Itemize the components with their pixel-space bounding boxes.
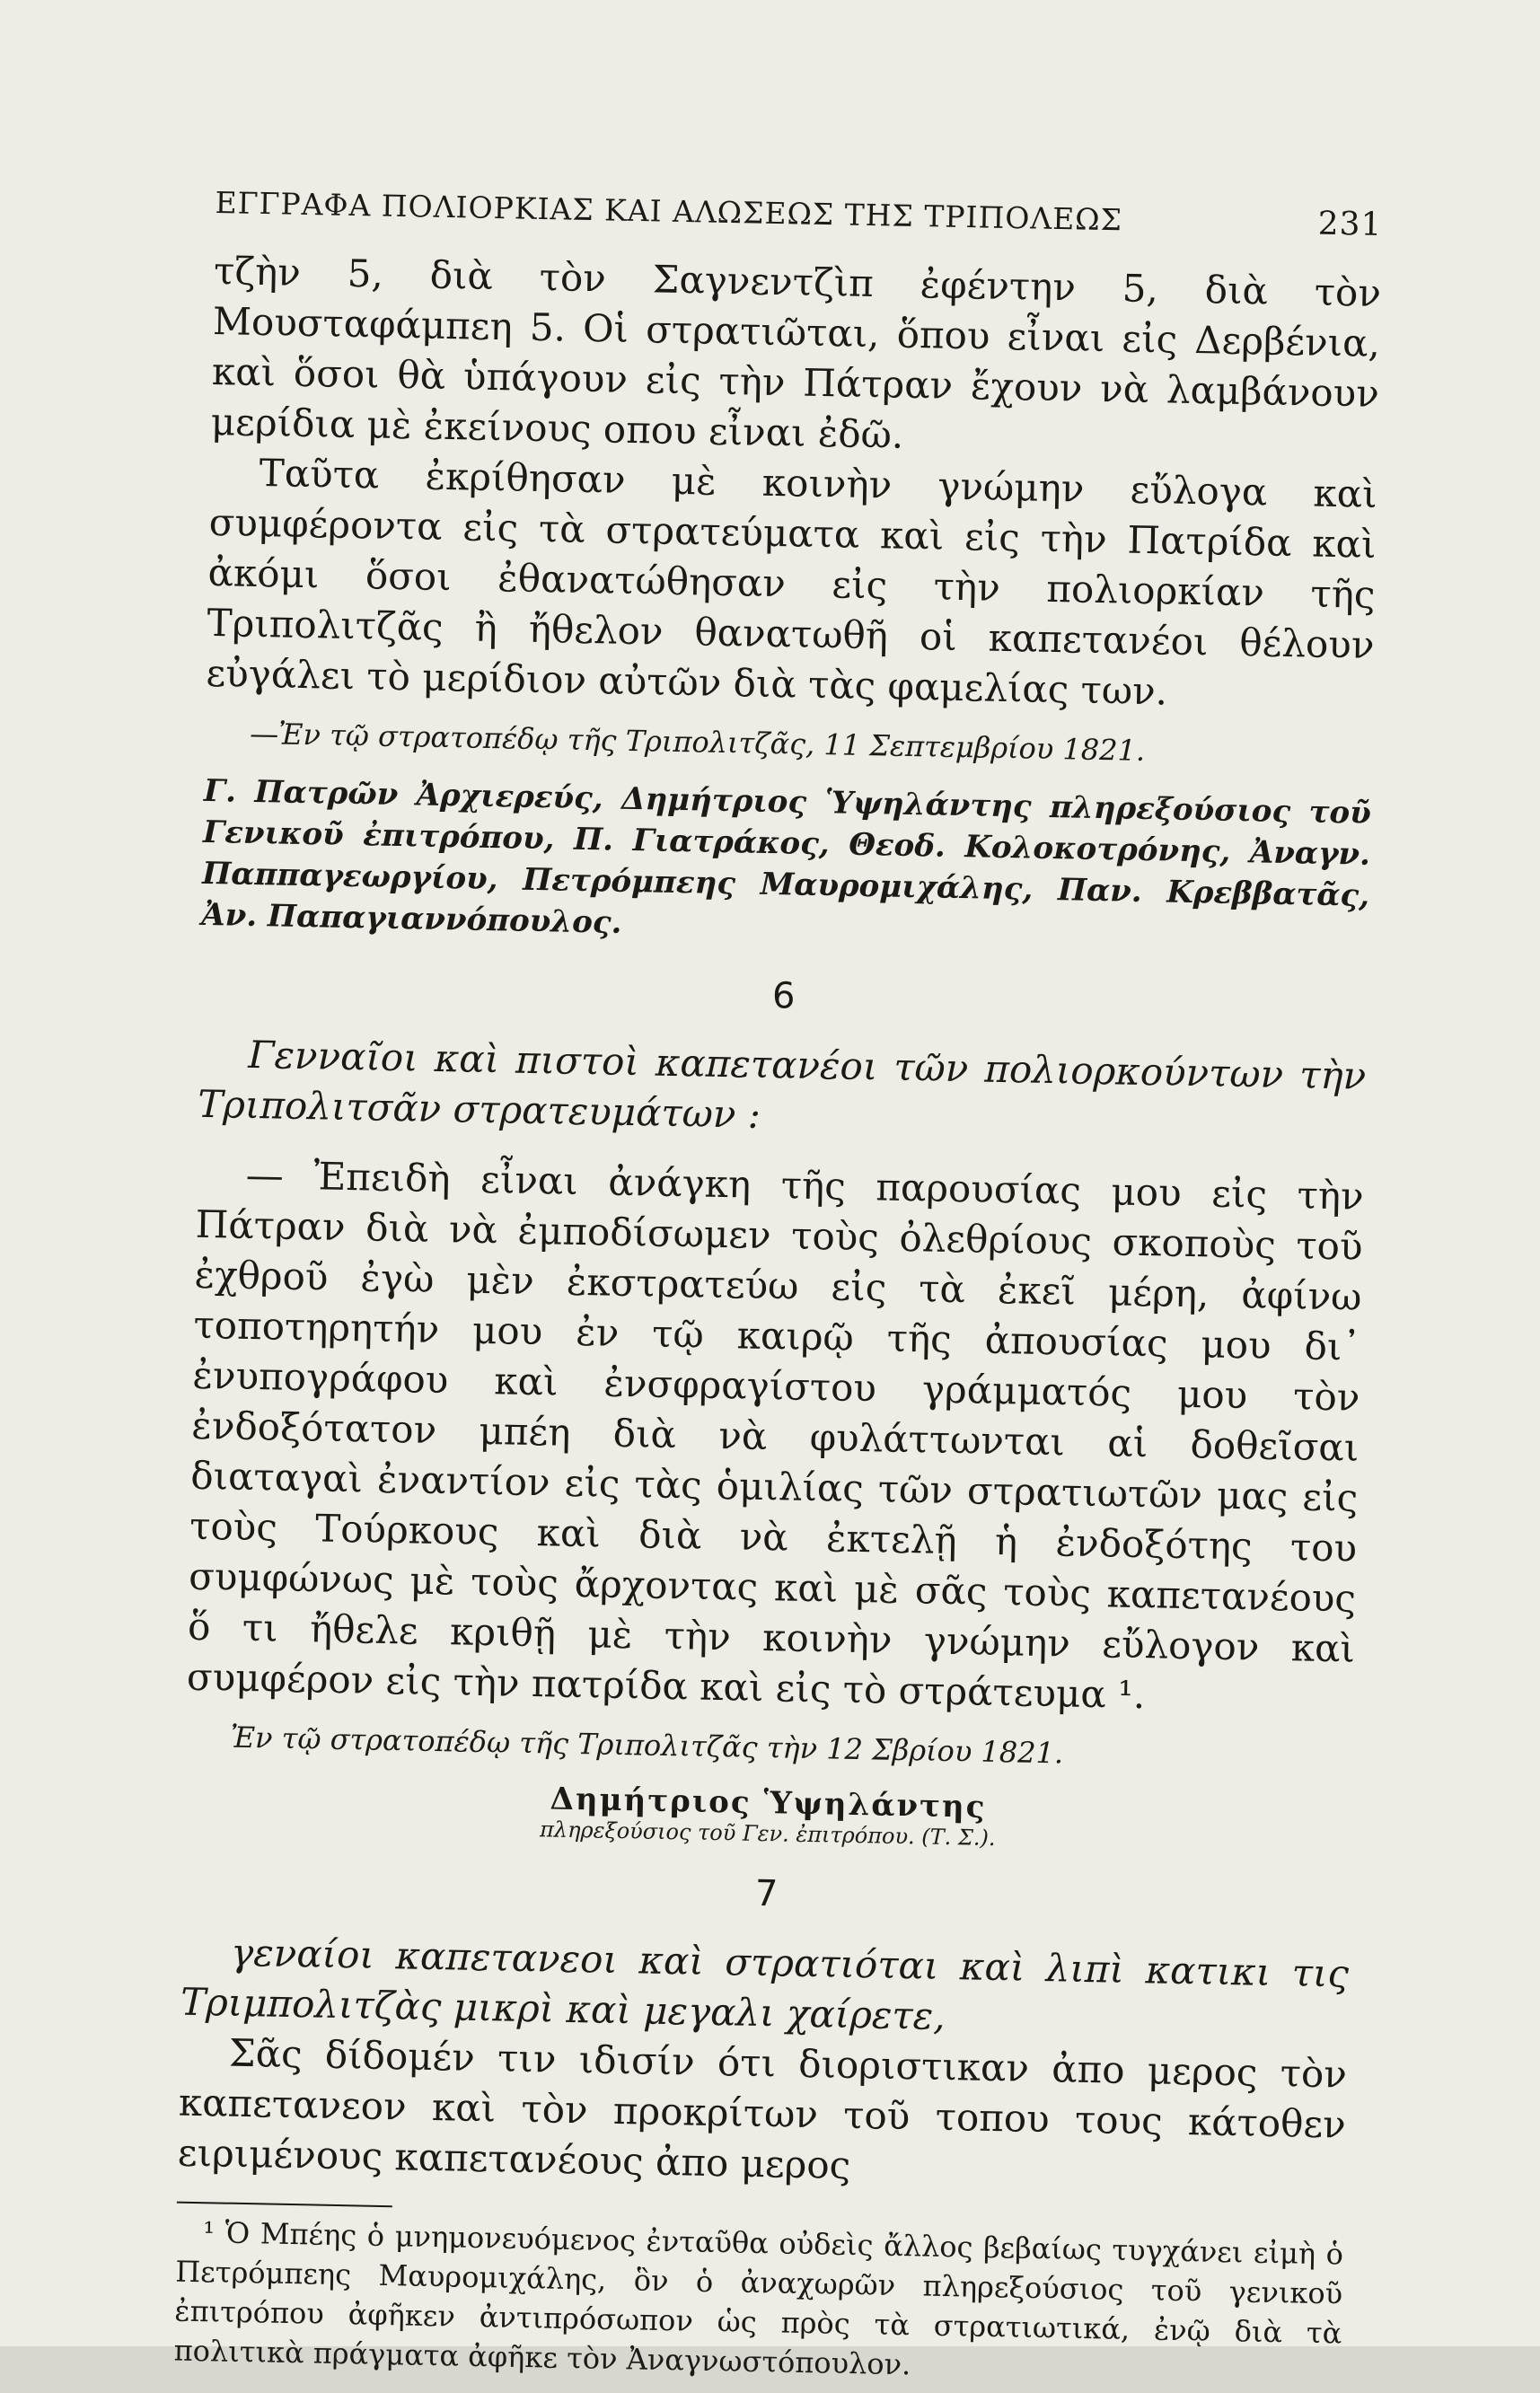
doc6-date-line: Ἐν τῷ στρατοπέδῳ τῆς Τριπολιτζᾶς τὴν 12 Σβρίου 1821. <box>230 1720 1064 1771</box>
doc6-salutation: Γενναῖοι καὶ πιστοὶ καπετανέοι τῶν πολιορκούντων τὴν Τριπολιτσᾶν στρατευμάτων : <box>197 1032 1367 1137</box>
doc6-signature: Δημήτριος Ὑψηλάντης <box>550 1781 987 1826</box>
page-number: 231 <box>1317 205 1383 243</box>
text-block <box>173 184 1383 2393</box>
doc6-number: 6 <box>771 975 796 1017</box>
doc7-salutation: γεναίοι καπετανεοι καὶ στρατιόται καὶ λιπὶ κατικι τις Τριμπολιτζὰς μικρὶ καὶ μεγαλι χαίρετε, <box>180 1930 1350 2038</box>
doc6-body: — Ἐπειδὴ εἶναι ἀνάγκη τῆς παρουσίας μου εἰς τὴν Πάτραν διὰ νὰ ἐμποδίσωμεν τοὺς ὀλεθρίους σκοποὺς τοῦ ἐχθροῦ ἐγὼ μὲν ἐκστρατεύω εἰς τὰ ἐκεῖ μέρη, ἀφίνω τοποτηρητήν μου ἐν τῷ καιρῷ τῆς ἀπουσίας μου δι᾽ ἐνυπογράφου καὶ ἐνσφραγίστου γράμματός μου τὸν ἐνδοξότατον μπέη διὰ νὰ φυλάττωνται αἱ δοθεῖσαι διαταγαὶ ἐναντίον εἰς τὰς ὁμιλίας τῶν στρατιωτῶν μας εἰς τοὺς Τούρκους καὶ διὰ νὰ ἐκτελῇ ἡ ἐνδοξότης του συμφώνως μὲ τοὺς ἄρχοντας καὶ μὲ σᾶς τοὺς καπετανέους ὅ τι ἤθελε κριθῇ μὲ τὴν κοινὴν γνώμην εὔλογον καὶ συμφέρον εἰς τὴν πατρίδα καὶ εἰς τὸ στράτευμα ¹. <box>186 1152 1365 1718</box>
footnote: ¹ Ὁ Μπέης ὁ μνημονευόμενος ἐνταῦθα οὐδεὶς ἄλλος βεβαίως τυγχάνει εἰμὴ ὁ Πετρόμπεης Μαυρομιχάλης, ὃν ὁ ἀναχωρῶν πληρεξούσιος τοῦ γενικοῦ ἐπιτρόπου ἀφῆκεν ἀντιπρόσωπον ὡς πρὸς τὰ στρατιωτικά, ἐνῷ διὰ τὰ πολιτικὰ πράγματα ἀφῆκε τὸν Ἀναγνωστόπουλον. <box>173 2215 1344 2382</box>
running-header <box>215 184 1383 243</box>
doc5-signatories: Γ. Πατρῶν Ἀρχιερεύς, Δημήτριος Ὑψηλάντης πληρεξούσιος τοῦ Γενικοῦ ἐπιτρόπου, Π. Γιατράκος, Θεοδ. Κολοκοτρόνης, Ἀναγν. Παππαγεωργίου, Πετρόμπεης Μαυρομιχάλης, Παν. Κρεββατᾶς, Ἀν. Παπαγιαννόπουλος. <box>200 772 1372 941</box>
footnote-divider <box>177 2202 392 2208</box>
paragraph-continuation: τζὴν 5, διὰ τὸν Σαγνεντζὶπ ἐφέντην 5, διὰ τὸν Μουσταφάμπεη 5. Οἱ στρατιῶται, ὅπου εἶναι εἰς Δερβένια, καὶ ὅσοι θὰ ὑπάγουν εἰς τὴν Πάτραν ἔχουν νὰ λαμβάνουν μερίδια μὲ ἐκείνους οπου εἶναι ἐδῶ. <box>210 248 1382 457</box>
doc5-date-line: —Ἐν τῷ στρατοπέδῳ τῆς Τριπολιτζᾶς, 11 Σεπτεμβρίου 1821. <box>249 716 1146 768</box>
doc6-signature-role: πληρεξούσιος τοῦ Γεν. ἐπιτρόπου. (Τ. Σ.). <box>539 1817 996 1852</box>
paragraph-resolution: Ταῦτα ἐκρίθησαν μὲ κοινὴν γνώμην εὔλογα καὶ συμφέροντα εἰς τὰ στρατεύματα καὶ εἰς τὴν Πατρίδα καὶ ἀκόμι ὅσοι ἐθανατώθησαν εἰς τὴν πολιορκίαν τῆς Τριπολιτζᾶς ἢ ἤθελον θανατωθῆ οἱ καπετανέοι θέλουν εὐγάλει τὸ μερίδιον αὐτῶν διὰ τὰς φαμελίας των. <box>206 451 1378 714</box>
doc7-number: 7 <box>754 1872 779 1915</box>
running-title: ΕΓΓΡΑΦΑ ΠΟΛΙΟΡΚΙΑΣ ΚΑΙ ΑΛΩΣΕΩΣ ΤΗΣ ΤΡΙΠΟΛΕΩΣ <box>215 184 1123 238</box>
doc7-body: Σᾶς δίδομέν τιν ιδισίν ότι διοριστικαν ἀπο μερος τὸν καπετανεον καὶ τὸν προκρίτων τοῦ τοπου τους κάτοθεν ειριμένους καπετανέους ἀπο μερος <box>177 2030 1348 2187</box>
